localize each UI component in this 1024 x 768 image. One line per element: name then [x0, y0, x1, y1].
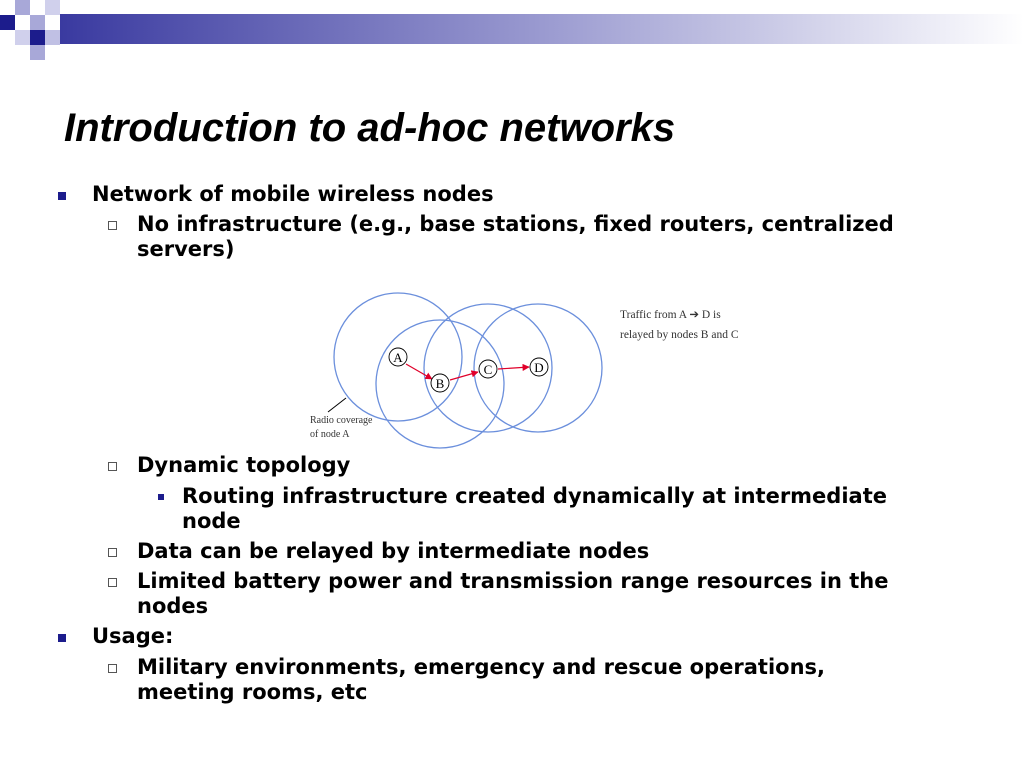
arrow-b-c	[450, 372, 478, 380]
svg-text:C: C	[483, 362, 493, 377]
svg-text:B: B	[435, 376, 445, 391]
bullet-box-icon	[108, 548, 117, 557]
bullet-box-icon	[108, 462, 117, 471]
bullet-square-icon	[58, 634, 66, 642]
svg-text:A: A	[393, 350, 403, 365]
node-d	[530, 358, 548, 376]
caption-line2: relayed by nodes B and C	[620, 329, 739, 341]
ad-hoc-network-diagram	[300, 285, 780, 455]
bullet-box-icon	[108, 221, 117, 230]
node-c	[479, 360, 497, 378]
coverage-label-line1: Radio coverage	[310, 415, 373, 426]
slide-title: Introduction to ad-hoc networks	[64, 106, 676, 150]
bullet-box-icon	[108, 578, 117, 587]
svg-text:D: D	[534, 360, 544, 375]
bullet-box-icon	[108, 664, 117, 673]
coverage-label-line2: of node A	[310, 429, 350, 440]
bullet-military-environments: Military environments, emergency and rescue operations, meeting rooms, etc	[137, 655, 826, 704]
coverage-pointer-line	[328, 398, 346, 412]
caption-line1: Traffic from A ➔ D is	[620, 309, 721, 321]
bullet-routing-infrastructure: Routing infrastructure created dynamically at intermediate node	[182, 484, 887, 533]
bullet-data-relayed: Data can be relayed by intermediate nodes	[137, 539, 650, 563]
bullet-network: Network of mobile wireless nodes	[92, 182, 494, 206]
bullet-dynamic-topology: Dynamic topology	[137, 453, 351, 477]
bullet-usage: Usage:	[92, 624, 174, 648]
decorative-banner	[0, 0, 1024, 62]
bullet-limited-battery: Limited battery power and transmission range resources in the nodes	[137, 569, 889, 618]
arrow-a-b	[406, 364, 432, 379]
bullet-square-small-icon	[158, 494, 164, 500]
node-b	[431, 374, 449, 392]
bullet-no-infrastructure: No infrastructure (e.g., base stations, fixed routers, centralized servers)	[137, 212, 894, 261]
bullet-square-icon	[58, 192, 66, 200]
arrow-c-d	[498, 367, 529, 369]
node-a	[389, 348, 407, 366]
